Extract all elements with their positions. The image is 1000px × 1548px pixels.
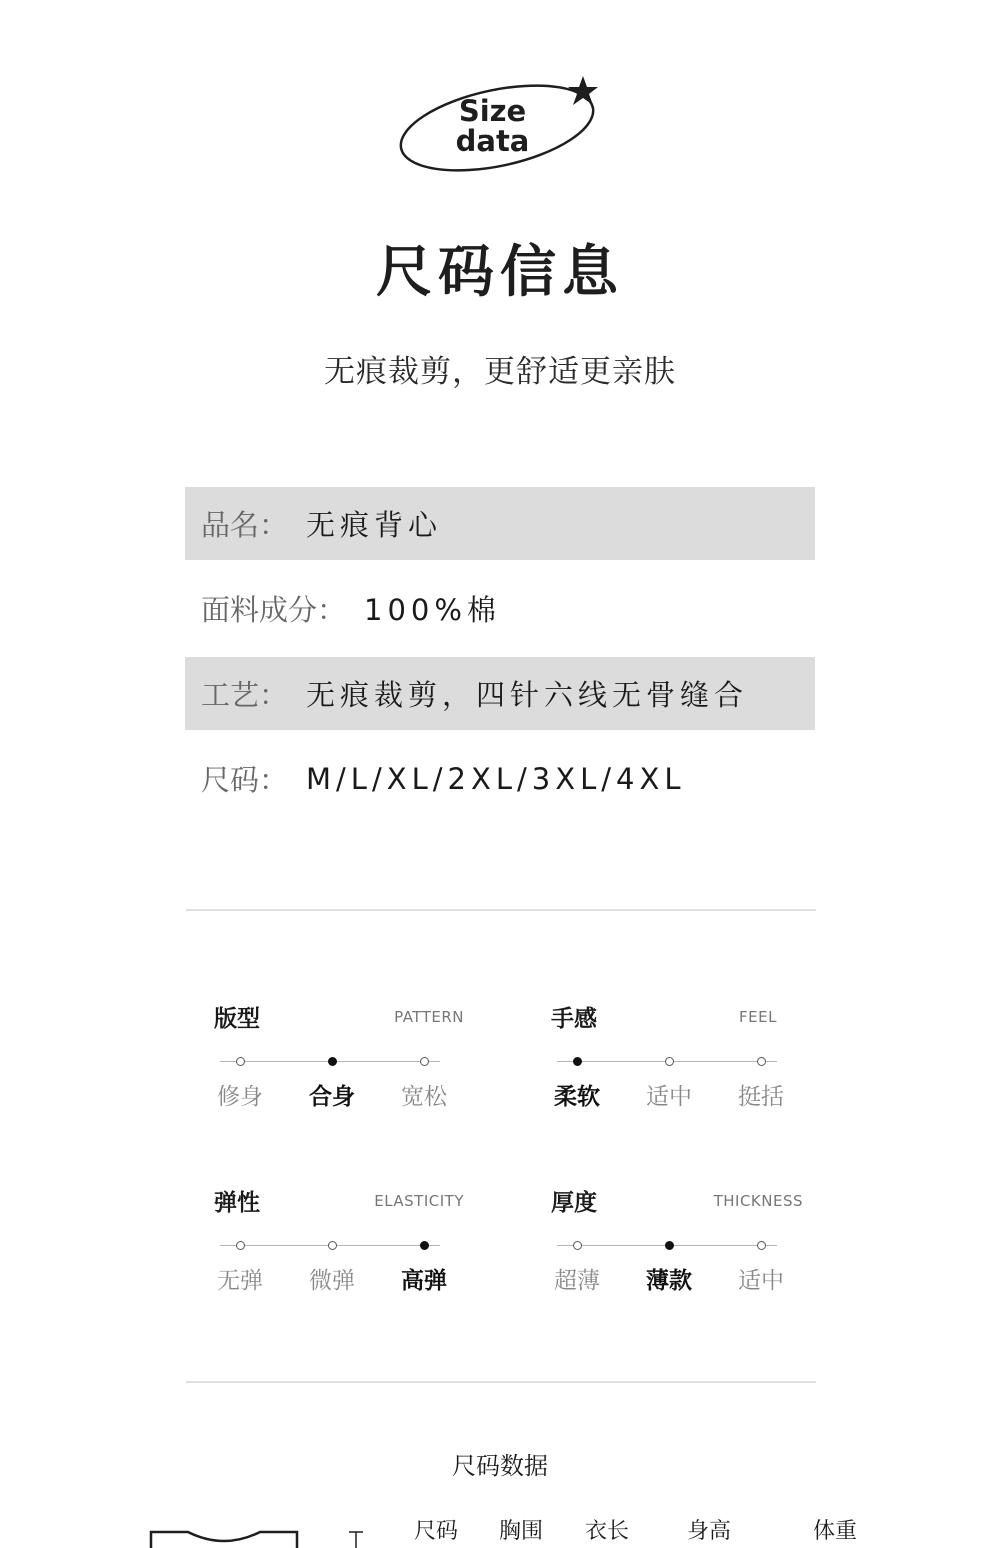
attr-title: 弹性 — [214, 1190, 260, 1216]
info-label: 面料成分： — [201, 593, 347, 627]
attr-option: 微弹 — [309, 1268, 355, 1294]
scale-dot — [328, 1057, 337, 1066]
attr-option: 薄款 — [646, 1268, 692, 1294]
attr-pattern — [214, 1000, 464, 1110]
scale-dot — [665, 1057, 674, 1066]
attr-scale — [214, 1052, 464, 1072]
scale-dot — [665, 1241, 674, 1250]
product-info-list — [185, 487, 815, 815]
page-title: 尺码信息 — [376, 240, 624, 305]
size-table-header: 衣长 — [585, 1519, 630, 1544]
attr-option: 高弹 — [401, 1268, 447, 1294]
garment-outline-icon — [148, 1528, 300, 1548]
scale-dot — [573, 1057, 582, 1066]
scale-dot — [757, 1057, 766, 1066]
scale-dot — [236, 1057, 245, 1066]
divider-bottom — [186, 1381, 816, 1383]
attr-title: 手感 — [551, 1006, 597, 1032]
info-label: 工艺： — [201, 678, 289, 712]
info-value: M/L/XL/2XL/3XL/4XL — [306, 761, 686, 796]
attr-scale — [551, 1236, 801, 1256]
scale-dot — [420, 1241, 429, 1250]
info-value: 无痕背心 — [306, 508, 443, 542]
size-table-title: 尺码数据 — [452, 1452, 548, 1480]
scale-dot — [420, 1057, 429, 1066]
scale-dot — [236, 1241, 245, 1250]
logo-line-2: data — [455, 124, 530, 158]
attr-option: 宽松 — [401, 1084, 447, 1110]
size-table-header: 体重 — [813, 1519, 858, 1544]
attr-option: 无弹 — [217, 1268, 263, 1294]
info-row-name — [185, 487, 815, 560]
scale-dot — [757, 1241, 766, 1250]
info-label: 尺码： — [201, 763, 289, 797]
attr-option: 适中 — [646, 1084, 692, 1110]
attr-subtitle: PATTERN — [394, 1008, 464, 1026]
attr-feel — [551, 1000, 801, 1110]
info-label: 品名： — [201, 508, 289, 542]
size-data-logo — [395, 68, 610, 178]
size-table-header: 尺码 — [414, 1519, 459, 1544]
size-table-header: 身高 — [687, 1519, 732, 1544]
attr-subtitle: THICKNESS — [713, 1192, 803, 1210]
attr-option: 适中 — [738, 1268, 784, 1294]
info-row-craft — [185, 657, 815, 730]
attr-title: 版型 — [214, 1006, 260, 1032]
attr-scale — [551, 1052, 801, 1072]
attr-elasticity — [214, 1184, 464, 1294]
attr-title: 厚度 — [551, 1190, 597, 1216]
attr-option: 挺括 — [738, 1084, 784, 1110]
scale-dot — [573, 1241, 582, 1250]
info-value: 无痕裁剪，四针六线无骨缝合 — [306, 678, 749, 712]
page-subtitle: 无痕裁剪，更舒适更亲肤 — [324, 354, 676, 390]
info-value: 100%棉 — [364, 593, 501, 627]
info-row-sizes — [185, 742, 815, 815]
attr-subtitle: FEEL — [739, 1008, 777, 1026]
attr-option: 柔软 — [554, 1084, 600, 1110]
attr-subtitle: ELASTICITY — [374, 1192, 464, 1210]
scale-dot — [328, 1241, 337, 1250]
attr-option: 超薄 — [554, 1268, 600, 1294]
attr-option: 合身 — [309, 1084, 355, 1110]
measure-marker-icon — [346, 1530, 366, 1548]
logo-line-1: Size — [458, 94, 527, 128]
info-row-fabric — [185, 572, 815, 645]
attr-option: 修身 — [217, 1084, 263, 1110]
attr-scale — [214, 1236, 464, 1256]
size-table-header: 胸围 — [499, 1519, 544, 1544]
divider-top — [186, 909, 816, 911]
attr-thickness — [551, 1184, 801, 1294]
